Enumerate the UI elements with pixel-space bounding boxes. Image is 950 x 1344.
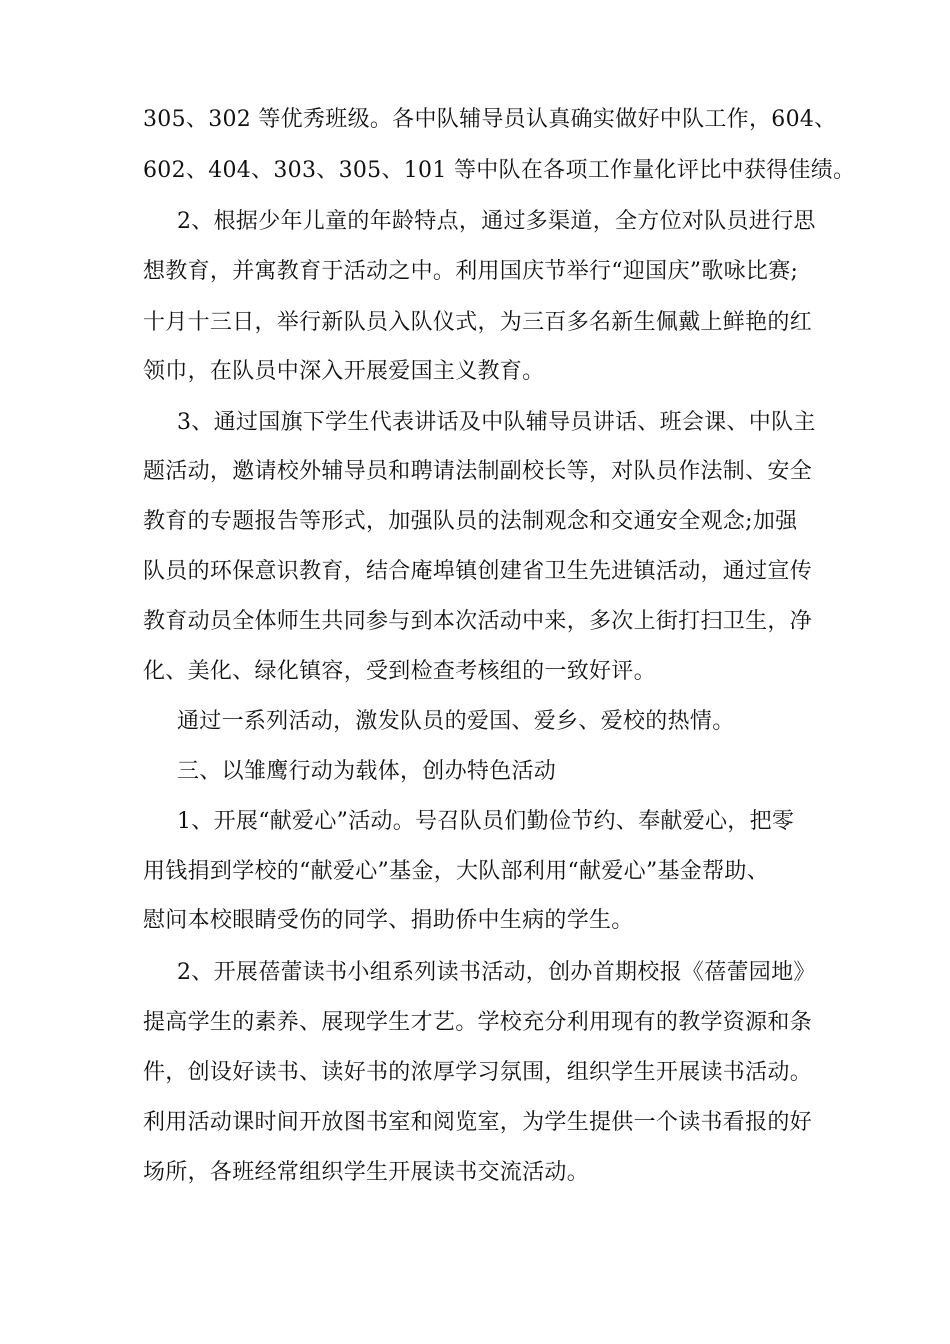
section-heading: 三、以雏鹰行动为载体，创办特色活动 bbox=[177, 759, 557, 784]
text-line: 用钱捐到学校的“献爱心”基金，大队部利用“献爱心”基金帮助、 bbox=[143, 859, 769, 884]
item-2-start: 2、开展蓓蕾读书小组系列读书活动，创办首期校报《蓓蕾园地》 bbox=[177, 960, 816, 985]
item-1-start: 1、开展“献爱心”活动。号召队员们勤俭节约、奉献爱心，把零 bbox=[177, 809, 795, 834]
text-line: 想教育，并寓教育于活动之中。利用国庆节举行“迎国庆”歌咏比赛; bbox=[143, 259, 799, 284]
text-line: 602、404、303、305、101 等中队在各项工作量化评比中获得佳绩。 bbox=[143, 158, 856, 183]
text-line: 场所，各班经常组织学生开展读书交流活动。 bbox=[143, 1160, 590, 1185]
text-line: 化、美化、绿化镇容，受到检查考核组的一致好评。 bbox=[143, 659, 656, 684]
text-line: 提高学生的素养、展现学生才艺。学校充分利用现有的教学资源和条 bbox=[143, 1010, 813, 1035]
paragraph-2-start: 2、根据少年儿童的年龄特点，通过多渠道，全方位对队员进行思 bbox=[177, 209, 816, 234]
text-line: 利用活动课时间开放图书室和阅览室，为学生提供一个读书看报的好 bbox=[143, 1110, 813, 1135]
text-line: 件，创设好读书、读好书的浓厚学习氛围，组织学生开展读书活动。 bbox=[143, 1060, 813, 1085]
text-line: 领巾，在队员中深入开展爱国主义教育。 bbox=[143, 359, 545, 384]
paragraph-3-start: 3、通过国旗下学生代表讲话及中队辅导员讲话、班会课、中队主 bbox=[177, 410, 816, 435]
text-line: 教育的专题报告等形式，加强队员的法制观念和交通安全观念;加强 bbox=[143, 509, 798, 534]
summary-paragraph: 通过一系列活动，激发队员的爱国、爱乡、爱校的热情。 bbox=[177, 709, 735, 734]
text-line: 队员的环保意识教育，结合庵埠镇创建省卫生先进镇活动，通过宣传 bbox=[143, 559, 813, 584]
text-line: 十月十三日，举行新队员入队仪式，为三百多名新生佩戴上鲜艳的红 bbox=[143, 310, 813, 335]
text-line: 305、302 等优秀班级。各中队辅导员认真确实做好中队工作，604、 bbox=[143, 107, 837, 132]
text-line: 题活动，邀请校外辅导员和聘请法制副校长等，对队员作法制、安全 bbox=[143, 459, 813, 484]
text-line: 教育动员全体师生共同参与到本次活动中来，多次上街打扫卫生，净 bbox=[143, 609, 813, 634]
text-line: 慰问本校眼睛受伤的同学、捐助侨中生病的学生。 bbox=[143, 908, 634, 933]
